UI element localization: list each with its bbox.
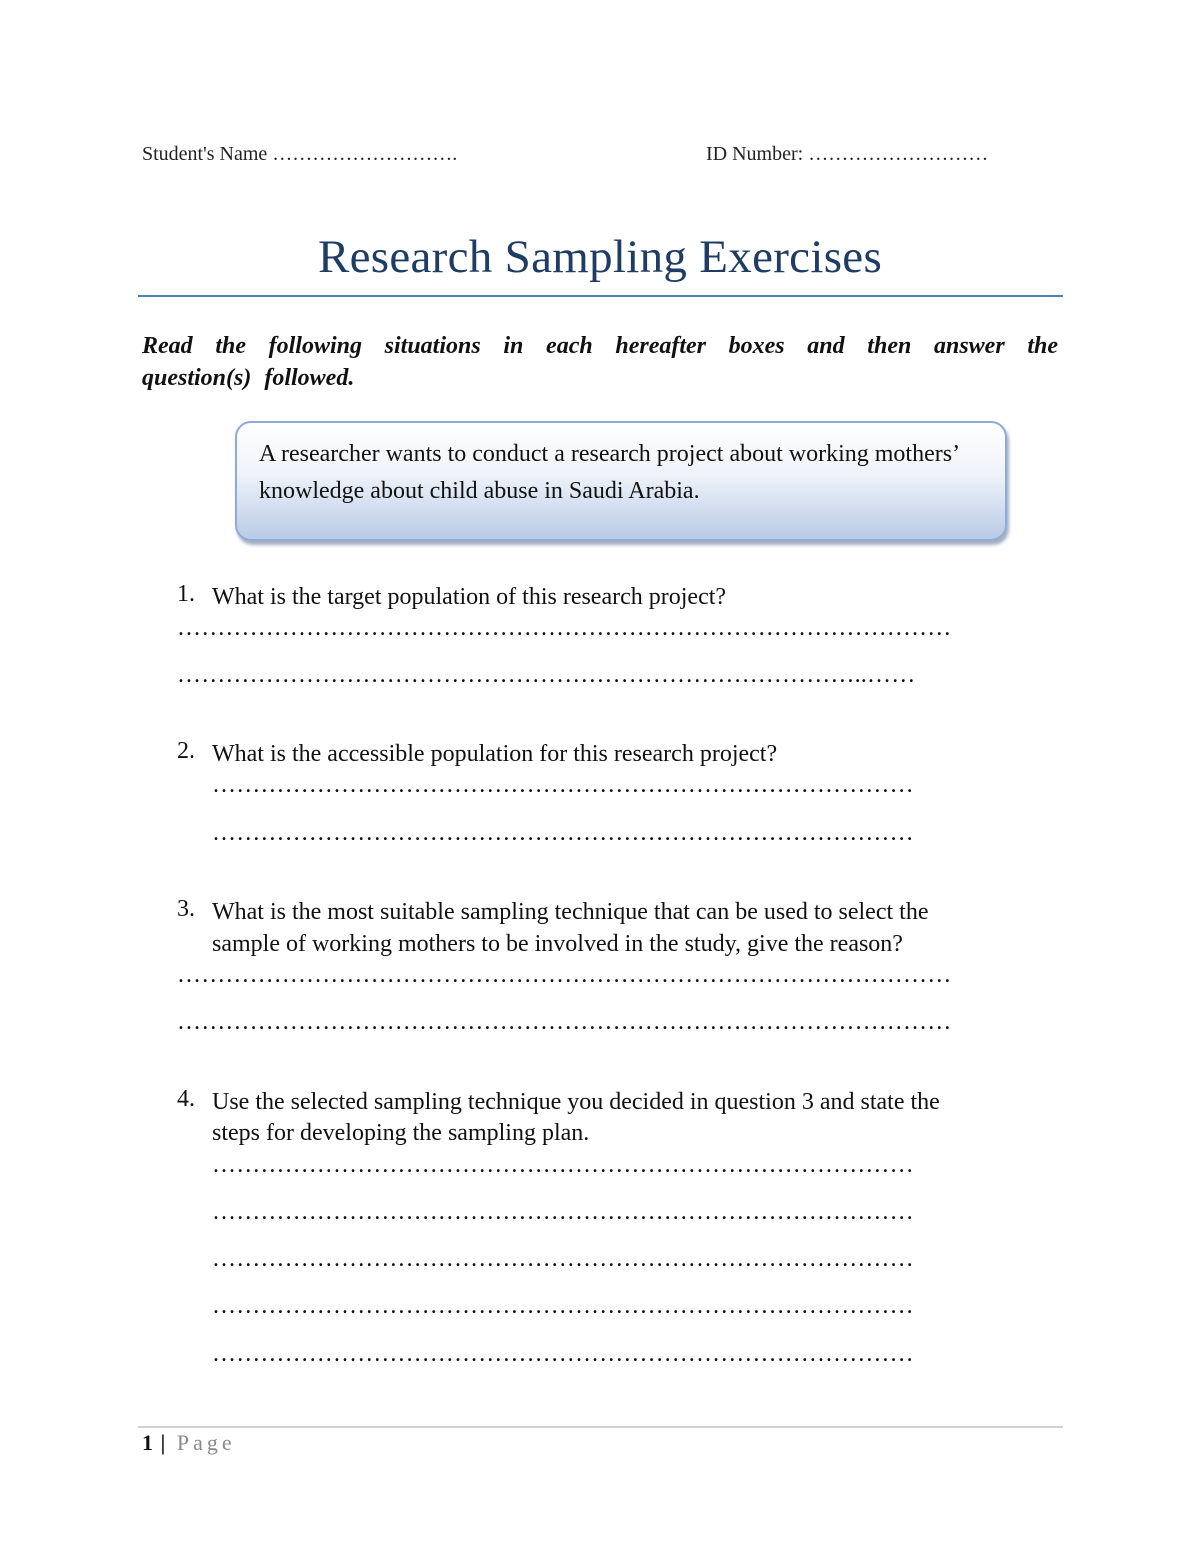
answer-line[interactable]: …………………………………………………………………………… (212, 772, 914, 798)
question-4-text-line1: Use the selected sampling technique you decided in question 3 and state the (212, 1089, 940, 1115)
question-number: 3. (177, 896, 195, 922)
scenario-text: A researcher wants to conduct a research project about working mothers’ knowledge about child abuse in Saudi Arabia. (259, 441, 959, 504)
question-1-text: What is the target population of this research project? (212, 584, 727, 610)
answer-line[interactable]: …………………………………………………………………………… (212, 820, 914, 846)
page-footer (142, 1430, 236, 1456)
answer-line[interactable]: …………………………………………………………………………… (212, 1341, 914, 1367)
answer-line[interactable]: …………………………………………………………………………..…… (177, 662, 916, 688)
question-4-text-line2: steps for developing the sampling plan. (212, 1120, 590, 1146)
title-underline (138, 295, 1063, 297)
answer-line[interactable]: …………………………………………………………………………… (212, 1293, 914, 1319)
answer-line[interactable]: …………………………………………………………………………………… (177, 1009, 952, 1035)
answer-line[interactable]: …………………………………………………………………………………… (177, 962, 952, 988)
answer-line[interactable]: …………………………………………………………………………… (212, 1246, 914, 1272)
answer-line[interactable]: …………………………………………………………………………… (212, 1152, 914, 1178)
question-3-text-line2: sample of working mothers to be involved in the study, give the reason? (212, 931, 903, 957)
student-name-field: Student's Name ………………………. (142, 143, 458, 165)
question-3-text-line1: What is the most suitable sampling technique that can be used to select the (212, 899, 929, 925)
instructions-text: Read the following situations in each hereafter boxes and then answer the question(s) followed. (142, 333, 1058, 391)
answer-line[interactable]: …………………………………………………………………………………… (177, 615, 952, 641)
answer-line[interactable]: …………………………………………………………………………… (212, 1199, 914, 1225)
id-number-field: ID Number: ……………………… (706, 143, 989, 165)
question-number: 1. (177, 581, 195, 607)
question-2-text: What is the accessible population for this research project? (212, 741, 778, 767)
page-label: Page (176, 1430, 236, 1455)
footer-divider (138, 1426, 1063, 1428)
question-number: 2. (177, 738, 195, 764)
question-number: 4. (177, 1086, 195, 1112)
page-number: 1 (142, 1430, 153, 1455)
footer-separator: | (160, 1430, 166, 1455)
page-title: Research Sampling Exercises (317, 231, 883, 283)
